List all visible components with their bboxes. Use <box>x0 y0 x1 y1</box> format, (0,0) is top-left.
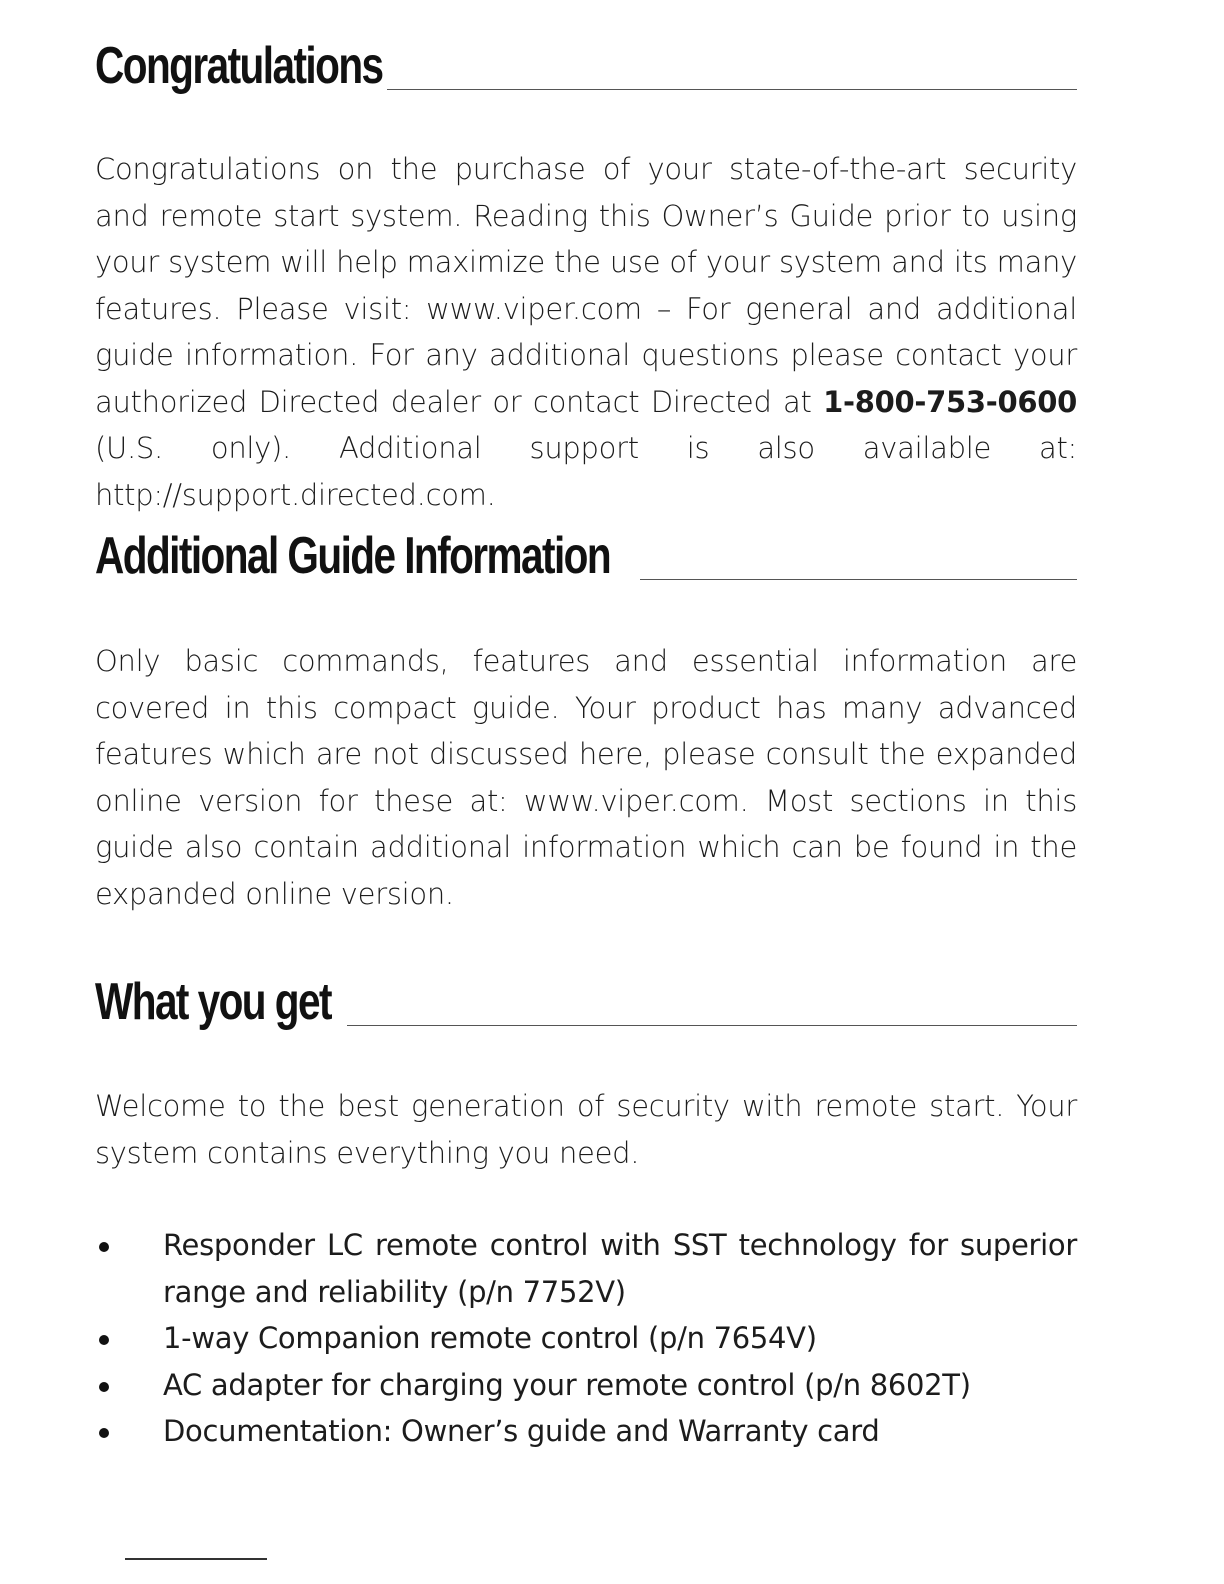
congratulations-text-after-phone: (U.S. only). Additional support is also available at: http://support.directed.com. <box>95 431 1077 512</box>
title-rule <box>347 1025 1077 1026</box>
section-title-additional-guide-information: Additional Guide Information <box>95 527 611 585</box>
title-rule <box>640 579 1077 580</box>
title-wrap <box>95 527 640 585</box>
congratulations-paragraph <box>95 146 1077 518</box>
what-you-get-list <box>95 1222 1077 1455</box>
list-item <box>95 1408 1077 1455</box>
list-item-text: Documentation: Owner’s guide and Warranty card <box>163 1414 880 1448</box>
support-phone-number: 1-800-753-0600 <box>823 384 1077 419</box>
list-item <box>95 1362 1077 1409</box>
footer-divider <box>125 1558 267 1560</box>
section-congratulations <box>95 32 1077 95</box>
bullet-icon <box>99 1242 109 1252</box>
title-wrap <box>95 37 387 95</box>
bullet-icon <box>99 1335 109 1345</box>
section-title-what-you-get: What you get <box>95 973 331 1031</box>
additional-guide-paragraph: Only basic commands, features and essential information are covered in this compact guide. Your product has many advanced features which are not discussed here, please consult the expanded online version for these at: www.viper.com. Most sections in this guide also contain additional information which can be found in the expanded online version. <box>95 644 1077 911</box>
section-header <box>95 32 1077 95</box>
section-additional-guide-information <box>95 522 1077 585</box>
list-item <box>95 1222 1077 1315</box>
bullet-icon <box>99 1428 109 1438</box>
section-header <box>95 522 1077 585</box>
list-item-text: 1-way Companion remote control (p/n 7654V) <box>163 1321 817 1355</box>
what-you-get-paragraph: Welcome to the best generation of security with remote start. Your system contains everything you need. <box>95 1089 1077 1170</box>
section-header <box>95 968 1077 1031</box>
bullet-icon <box>99 1382 109 1392</box>
list-item <box>95 1315 1077 1362</box>
list-item-text: Responder LC remote control with SST technology for superior range and reliability (p/n 7752V) <box>163 1228 1077 1309</box>
list-item-text: AC adapter for charging your remote control (p/n 8602T) <box>163 1367 971 1402</box>
title-wrap <box>95 973 347 1031</box>
section-what-you-get <box>95 968 1077 1031</box>
congratulations-text-before-phone: Congratulations on the purchase of your state-of-the-art security and remote start system. Reading this Owner’s Guide prior to using your system will help maximize the use of your system and its many features. Please visit: www.viper.com – For general and additional guide information. For any additional questions please contact your authorized Directed dealer or contact Directed at <box>95 152 1077 419</box>
section-title-congratulations: Congratulations <box>95 37 383 95</box>
title-rule <box>387 89 1077 90</box>
